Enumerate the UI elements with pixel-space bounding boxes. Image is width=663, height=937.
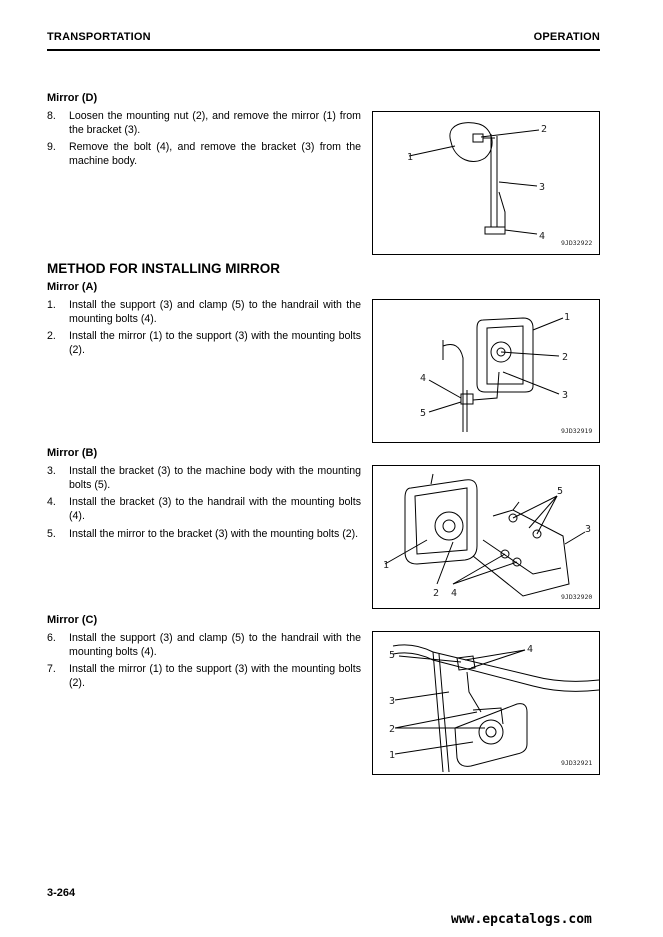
step-2 [47, 329, 361, 357]
header-section-title: TRANSPORTATION [47, 31, 151, 43]
step-3 [47, 464, 361, 492]
page-number: 3-264 [47, 887, 76, 899]
callout-3: 3 [389, 696, 396, 707]
mirror-a-title: Mirror (A) [47, 281, 98, 293]
step-number: 9. [47, 141, 56, 153]
step-text: Install the support (3) and clamp (5) to the handrail with the mounting bolts (4). [69, 299, 361, 325]
callout-5: 5 [420, 408, 427, 419]
mirror-d-title: Mirror (D) [47, 92, 98, 104]
step-number: 3. [47, 465, 56, 477]
step-5 [47, 527, 361, 541]
step-6 [47, 631, 361, 659]
callout-4: 4 [451, 588, 458, 599]
callout-4: 4 [539, 231, 546, 242]
step-number: 4. [47, 496, 56, 508]
callout-4: 4 [527, 644, 534, 655]
header-rule [47, 49, 600, 51]
step-text: Install the mirror (1) to the support (3) with the mounting bolts (2). [69, 663, 361, 689]
callout-2: 2 [562, 352, 569, 363]
figure-code: 9JD32920 [561, 593, 593, 601]
mirror-a-illustration [373, 300, 599, 442]
step-4 [47, 495, 361, 523]
mirror-c-title: Mirror (C) [47, 614, 98, 626]
callout-1: 1 [383, 560, 390, 571]
callout-2: 2 [433, 588, 440, 599]
figure-code: 9JD32919 [561, 427, 593, 435]
callout-3: 3 [585, 524, 592, 535]
mirror-b-illustration [373, 466, 599, 608]
step-text: Install the support (3) and clamp (5) to the handrail with the mounting bolts (4). [69, 632, 361, 658]
figure-mirror-c [372, 631, 600, 775]
figure-code: 9JD32921 [561, 759, 593, 767]
step-1 [47, 298, 361, 326]
callout-3: 3 [539, 182, 546, 193]
callout-5: 5 [557, 486, 564, 497]
section-title: METHOD FOR INSTALLING MIRROR [47, 261, 280, 276]
step-text: Install the bracket (3) to the handrail with the mounting bolts (4). [69, 496, 361, 522]
callout-4: 4 [420, 373, 427, 384]
callout-5: 5 [389, 650, 396, 661]
figure-mirror-a [372, 299, 600, 443]
callout-2: 2 [541, 124, 548, 135]
step-7 [47, 662, 361, 690]
watermark-link[interactable]: www.epcatalogs.com [451, 912, 592, 927]
step-text: Remove the bolt (4), and remove the bracket (3) from the machine body. [69, 141, 361, 167]
step-text: Install the mirror (1) to the support (3) with the mounting bolts (2). [69, 330, 361, 356]
step-8 [47, 109, 361, 137]
step-number: 1. [47, 299, 56, 311]
step-number: 6. [47, 632, 56, 644]
figure-mirror-b [372, 465, 600, 609]
figure-code: 9JD32922 [561, 239, 593, 247]
step-text: Install the bracket (3) to the machine body with the mounting bolts (5). [69, 465, 361, 491]
step-text: Install the mirror to the bracket (3) with the mounting bolts (2). [69, 528, 359, 540]
figure-mirror-d [372, 111, 600, 255]
step-9 [47, 140, 361, 168]
callout-2: 2 [389, 724, 396, 735]
step-number: 2. [47, 330, 56, 342]
callout-1: 1 [389, 750, 396, 761]
step-number: 8. [47, 110, 56, 122]
callout-3: 3 [562, 390, 569, 401]
mirror-b-title: Mirror (B) [47, 447, 98, 459]
mirror-c-illustration [373, 632, 599, 774]
step-number: 5. [47, 528, 56, 540]
callout-1: 1 [564, 312, 571, 323]
callout-1: 1 [407, 152, 414, 163]
header-chapter-title: OPERATION [533, 31, 600, 43]
mirror-d-illustration [373, 112, 599, 254]
step-number: 7. [47, 663, 56, 675]
step-text: Loosen the mounting nut (2), and remove the mirror (1) from the bracket (3). [69, 110, 361, 136]
